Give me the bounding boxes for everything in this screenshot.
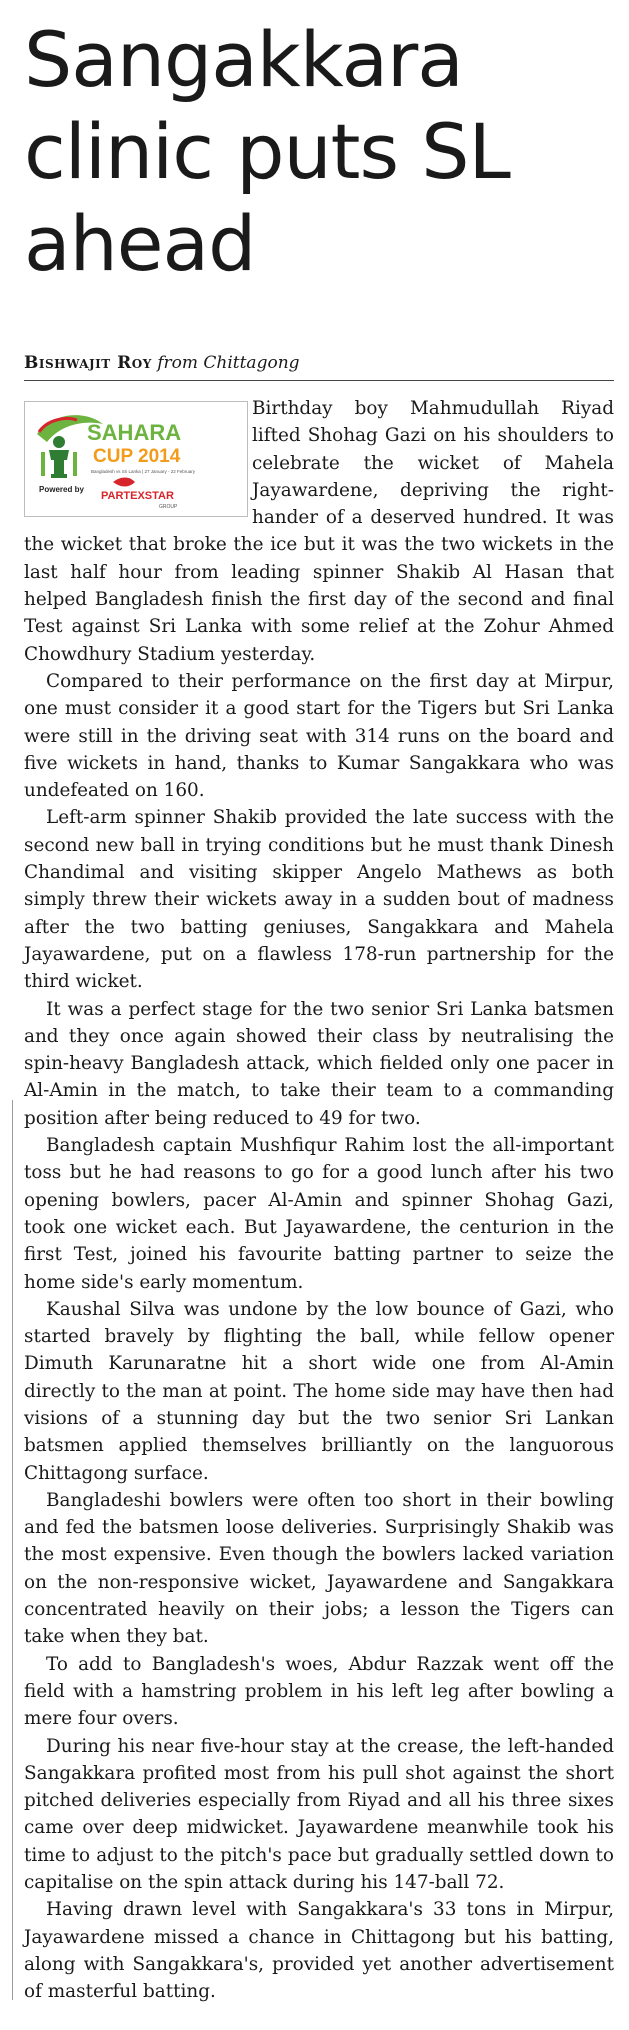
logo-subtitle: Bangladesh vs Sri Lanka | 27 January - 22 February xyxy=(91,469,195,474)
byline-divider xyxy=(24,380,614,381)
logo-powered-by: Powered by xyxy=(39,485,84,494)
byline-author: Bishwajit Roy xyxy=(24,353,152,373)
paragraph: Bangladeshi bowlers were often too short in their bowling and fed the batsmen loose deliveries. Surprisingly Shakib was the most expensive. Even though the bowlers lacked variation on the non-responsive wicket, Jayawardene and Sangakkara concentrated heavily on their jobs; a lesson the Tigers can take when they bat. xyxy=(24,1489,614,1648)
paragraph: Kaushal Silva was undone by the low bounce of Gazi, who started bravely by flighting the ball, while fellow opener Dimuth Karunaratne hit a short wide one from Al-Amin directly to the man at point. The home side may have then had visions of a stunning day but the two senior Sri Lankan batsmen applied themselves brilliantly on the languorous Chittagong surface. xyxy=(24,1298,614,1484)
paragraph: Birthday boy Mahmudullah Riyad lifted Shohag Gazi on his shoulders to celebrate the wicket of Mahela Jayawardene, depriving the right-hander of a deserved hundred. It was the wicket that broke the ice but it was the two wickets in the last half hour from leading spinner Shakib Al Hasan that helped Bangladesh finish the first day of the second and final Test against Sri Lanka with some relief at the Zohur Ahmed Chowdhury Stadium yesterday. xyxy=(24,398,614,665)
paragraph: It was a perfect stage for the two senior Sri Lanka batsmen and they once again showed their class by neutralising the spin-heavy Bangladesh attack, which fielded only one pacer in Al-Amin in the match, to take their team to a commanding position after being reduced to 49 for two. xyxy=(24,998,614,1129)
paragraph: Compared to their performance on the first day at Mirpur, one must consider it a good start for the Tigers but Sri Lanka were still in the driving seat with 314 runs on the board and five wickets in hand, thanks to Kumar Sangakkara who was undefeated on 160. xyxy=(24,670,614,802)
logo-sponsor-group: GROUP xyxy=(159,504,178,510)
article-body xyxy=(24,395,614,2006)
byline xyxy=(24,352,614,374)
byline-location: from Chittagong xyxy=(157,353,300,373)
paragraph: Having drawn level with Sangakkara's 33 tons in Mirpur, Jayawardene missed a chance in Chittagong but his batting, along with Sangakkara's, provided yet another advertisement of masterful batting. xyxy=(24,1899,614,2003)
logo-event: CUP 2014 xyxy=(93,446,181,467)
paragraph: Bangladesh captain Mushfiqur Rahim lost the all-important toss but he had reasons to go for a good lunch after his two opening bowlers, pacer Al-Amin and spinner Shohag Gazi, took one wicket each. But Jayawardene, the centurion in the first Test, joined his favourite batting partner to seize the home side's early momentum. xyxy=(24,1135,614,1293)
paragraph: During his near five-hour stay at the crease, the left-handed Sangakkara profited most from his pull shot against the short pitched deliveries especially from Riyad and all his three sixes came over deep midwicket. Jayawardene meanwhile took his time to adjust to the pitch's pace but gradually settled down to capitalise on the spin attack during his 147-ball 72. xyxy=(24,1735,614,1894)
paragraph: To add to Bangladesh's woes, Abdur Razzak went off the field with a hamstring problem in his left leg after bowling a mere four overs. xyxy=(24,1653,614,1730)
column-margin-rule xyxy=(12,1100,13,2000)
logo-sponsor: PARTEXSTAR xyxy=(101,490,174,502)
logo-float-space xyxy=(24,395,252,518)
logo-brand: SAHARA xyxy=(87,420,182,445)
headline: Sangakkara clinic puts SL ahead xyxy=(24,15,510,288)
paragraph: Left-arm spinner Shakib provided the late success with the second new ball in trying conditions but he must thank Dinesh Chandimal and visiting skipper Angelo Mathews as both simply threw their wickets away in a sudden bout of madness after the two batting geniuses, Sangakkara and Mahela Jayawardene, put on a flawless 178-run partnership for the third wicket. xyxy=(24,807,614,993)
